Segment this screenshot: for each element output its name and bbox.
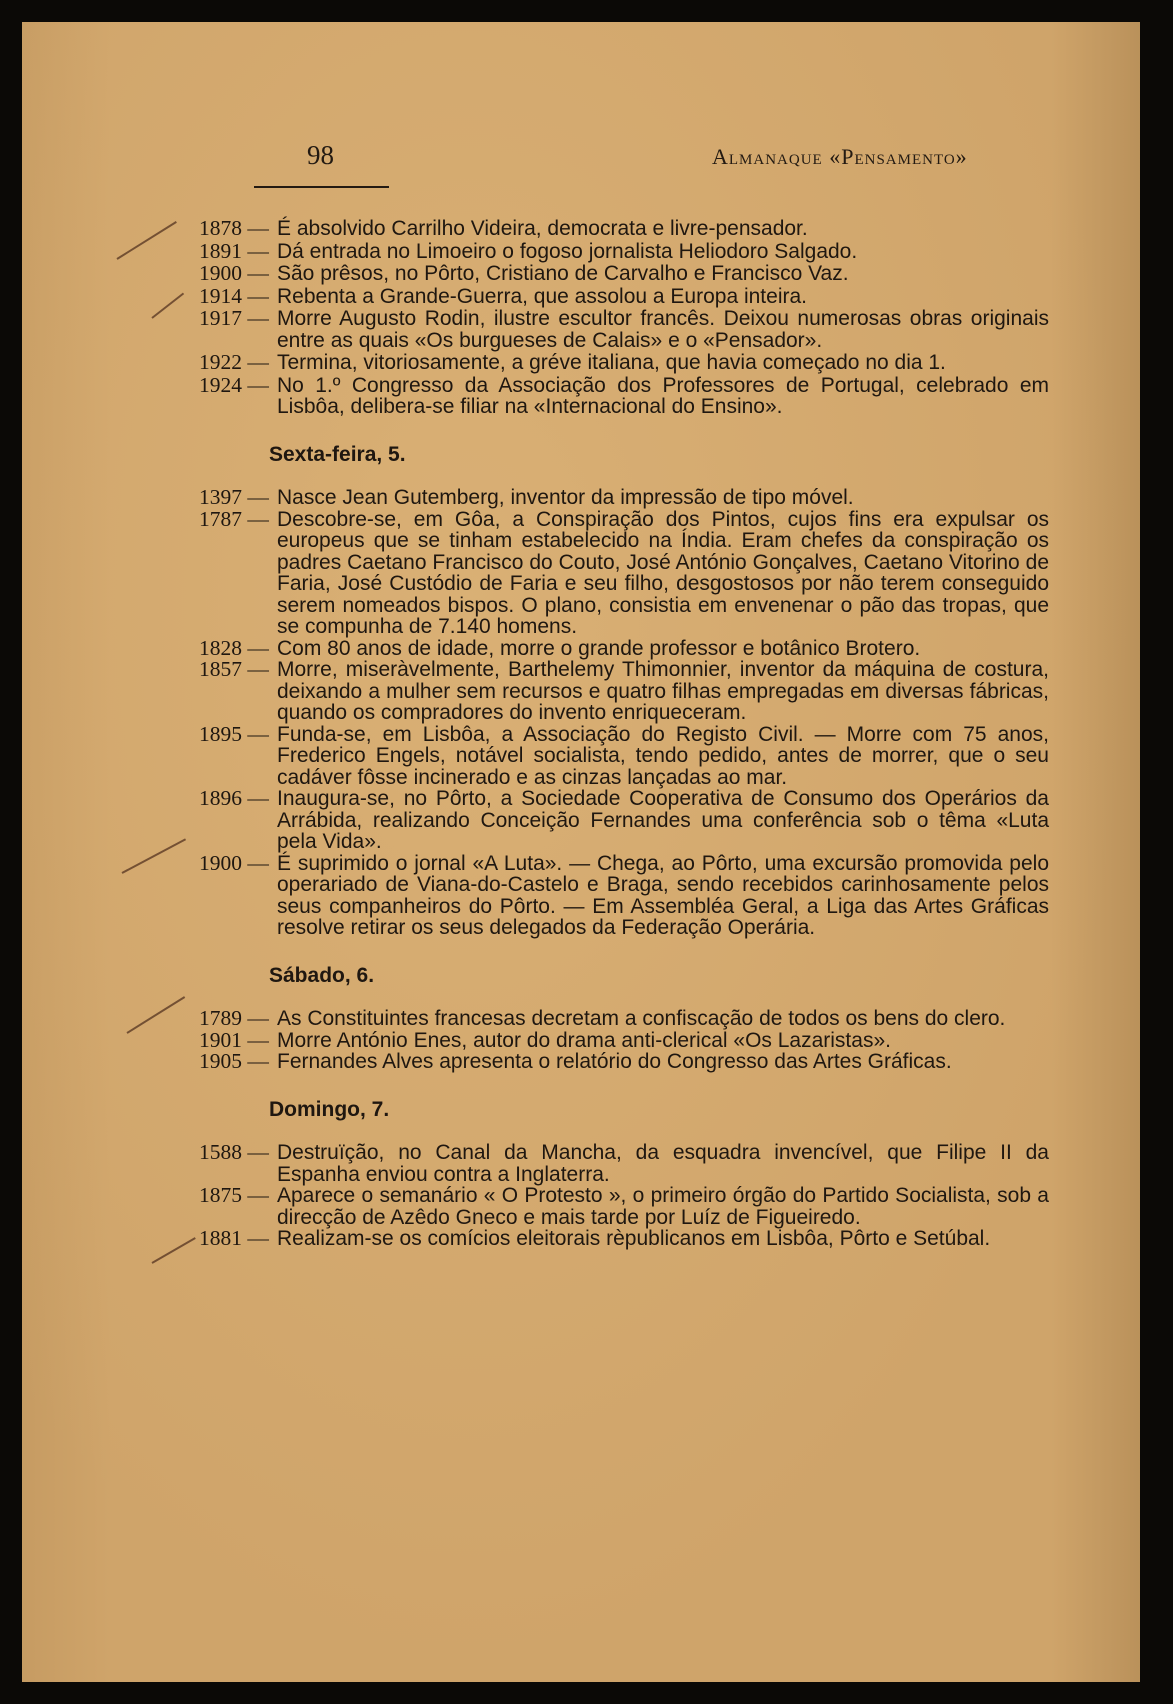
- margin-pen-mark: [152, 1237, 196, 1264]
- entry-year: 1789 —: [199, 1008, 277, 1030]
- entry: [199, 1228, 1049, 1250]
- margin-pen-mark: [126, 996, 185, 1034]
- day-heading: Sábado, 6.: [269, 963, 375, 987]
- section-saturday: [199, 965, 1049, 1073]
- entry-text: Dá entrada no Limoeiro o fogoso jornalista Heliodoro Salgado.: [277, 239, 858, 263]
- running-title: Almanaque «Pensamento»: [712, 144, 968, 169]
- entry-text: Morre António Enes, autor do drama anti-clerical «Os Lazaristas».: [277, 1028, 891, 1052]
- entry-text: É suprimido o jornal «A Luta». — Chega, ao Pôrto, uma excursão promovida pelo operariado de Viana-do-Castelo e Braga, sendo recebidos carinhosamente pelos seus companheiros do Pôrto. — Em Assembléa Geral, a Liga das Artes Gráficas resolve retirar os seus delegados da Federação Operária.: [277, 851, 1049, 939]
- entry: [199, 1142, 1049, 1185]
- section-friday: [199, 444, 1049, 939]
- entry-text: Aparece o semanário « O Protesto », o primeiro órgão do Partido Socialista, sob a direcção de Azêdo Gneco e mais tarde por Luíz de Figueiredo.: [277, 1184, 1049, 1229]
- margin-pen-mark: [116, 221, 176, 260]
- almanac-content: [199, 218, 1049, 1250]
- entry-year: 1875 —: [199, 1185, 277, 1228]
- entry-text: Morre Augusto Rodin, ilustre escultor francês. Deixou numerosas obras originais entre as quais «Os burgueses de Calais» e o «Pensador».: [277, 307, 1049, 352]
- entry: [199, 850, 1049, 939]
- entry: [199, 721, 1049, 789]
- entry-year: 1917 —: [199, 308, 277, 351]
- entry-year: 1588 —: [199, 1142, 277, 1185]
- entry-year: 1828 —: [199, 638, 277, 660]
- entry-text: Realizam-se os comícios eleitorais rèpublicanos em Lisbôa, Pôrto e Setúbal.: [277, 1227, 991, 1250]
- entry-text: Com 80 anos de idade, morre o grande professor e botânico Brotero.: [277, 636, 921, 660]
- entry-text: Nasce Jean Gutemberg, inventor da impressão de tipo móvel.: [277, 486, 854, 509]
- margin-pen-mark: [122, 838, 187, 874]
- page-header: [22, 140, 1140, 180]
- entry: [199, 238, 1049, 263]
- entry-year: 1914 —: [199, 286, 277, 308]
- entry: [199, 218, 1049, 240]
- day-heading: Domingo, 7.: [269, 1097, 390, 1121]
- entry-text: É absolvido Carrilho Videira, democrata e livre-pensador.: [277, 217, 808, 240]
- entry-year: 1901 —: [199, 1030, 277, 1052]
- entry-year: 1924 —: [199, 375, 277, 418]
- entry: [199, 352, 1049, 374]
- entry-year: 1895 —: [199, 724, 277, 789]
- entry-text: Termina, vitoriosamente, a gréve italiana, que havia começado no dia 1.: [277, 351, 946, 374]
- entry: [199, 1185, 1049, 1228]
- page-number: 98: [307, 140, 334, 170]
- entry: [199, 283, 1049, 308]
- entry-text: Fernandes Alves apresenta o relatório do Congresso das Artes Gráficas.: [277, 1050, 952, 1073]
- entry: [199, 635, 1049, 660]
- entry-text: Destruïção, no Canal da Mancha, da esquadra invencível, que Filipe II da Espanha enviou contra a Inglaterra.: [277, 1141, 1049, 1186]
- entry: [199, 1008, 1049, 1030]
- header-rule: [254, 186, 389, 188]
- entry: [199, 372, 1049, 418]
- entry: [199, 506, 1049, 638]
- entry-year: 1905 —: [199, 1051, 277, 1073]
- entry-year: 1787 —: [199, 509, 277, 638]
- entry-year: 1881 —: [199, 1228, 277, 1250]
- entry-year: 1896 —: [199, 788, 277, 853]
- entry-year: 1857 —: [199, 659, 277, 724]
- entry-text: Inaugura-se, no Pôrto, a Sociedade Cooperativa de Consumo dos Operários da Arrábida, realizando Conceição Fernandes uma conferência sob o têma «Luta pela Vida».: [277, 787, 1049, 853]
- entry-year: 1891 —: [199, 241, 277, 263]
- entry-text: As Constituintes francesas decretam a confiscação de todos os bens do clero.: [277, 1007, 1006, 1030]
- margin-pen-mark: [151, 293, 184, 319]
- entry: [199, 263, 1049, 285]
- book-page: [22, 22, 1140, 1682]
- entry-year: 1922 —: [199, 352, 277, 374]
- entry: [199, 1051, 1049, 1073]
- entry-year: 1900 —: [199, 853, 277, 939]
- section-sunday: [199, 1099, 1049, 1250]
- entry-year: 1878 —: [199, 218, 277, 240]
- entry: [199, 487, 1049, 509]
- entry-year: 1900 —: [199, 263, 277, 285]
- entry-year: 1397 —: [199, 487, 277, 509]
- entry-text: Morre, miseràvelmente, Barthelemy Thimonnier, inventor da máquina de costura, deixando a mulher sem recursos e quatro filhas empregadas em diversas fábricas, quando os compradores do invento enriqueceram.: [277, 658, 1049, 724]
- entry-text: No 1.º Congresso da Associação dos Professores de Portugal, celebrado em Lisbôa, delibera-se filiar na «Internacional do Ensino».: [277, 373, 1049, 418]
- entry-text: Rebenta a Grande-Guerra, que assolou a Europa inteira.: [277, 284, 807, 308]
- entry: [199, 788, 1049, 853]
- entry-text: Descobre-se, em Gôa, a Conspiração dos Pintos, cujos fins era expulsar os europeus que se tinham estabelecido na Índia. Eram chefes da conspiração os padres Caetano Francisco do Couto, José António Gonçalves, Caetano Vitorino de Faria, José Custódio de Faria e seu filho, desgostosos por não terem conseguido serem nomeados bispos. O plano, consistia em envenenar o pão das tropas, que se compunha de 7.140 homens.: [277, 507, 1049, 638]
- entry-text: Funda-se, em Lisbôa, a Associação do Registo Civil. — Morre com 75 anos, Frederico Engels, notável socialista, tendo pedido, antes de morrer, que o seu cadáver fôsse incinerado e as cinzas lançadas ao mar.: [277, 722, 1049, 789]
- entry: [199, 1027, 1049, 1052]
- entry: [199, 659, 1049, 724]
- entry-text: São prêsos, no Pôrto, Cristiano de Carvalho e Francisco Vaz.: [277, 262, 849, 285]
- entry: [199, 308, 1049, 351]
- section-preceding-day: [199, 218, 1049, 418]
- day-heading: Sexta-feira, 5.: [269, 442, 406, 466]
